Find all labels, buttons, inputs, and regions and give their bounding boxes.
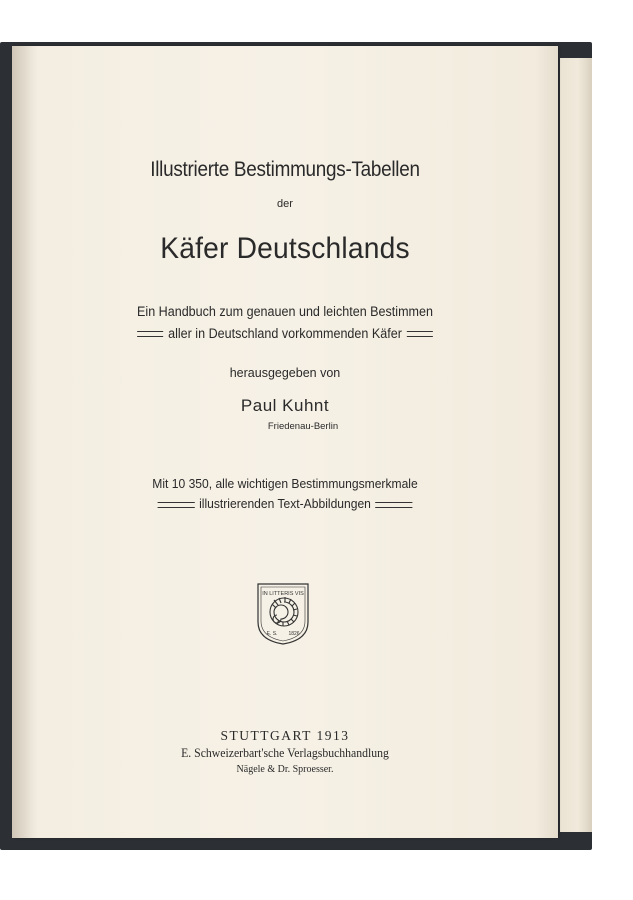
decorative-rule-left	[137, 331, 163, 337]
editor-intro: herausgegeben von	[229, 366, 341, 380]
connector-word: der	[277, 198, 293, 210]
seal-year: 1826	[288, 631, 300, 637]
publisher-name: E. Schweizerbart'sche Verlagsbuchhandlung	[181, 746, 389, 760]
page-edges	[560, 58, 592, 832]
author-name: Paul Kuhnt	[240, 396, 330, 415]
page-gutter-shadow	[12, 46, 38, 838]
imprint-city-year: STUTTGART 1913	[220, 728, 350, 743]
illustrations-line-2-wrapper	[31, 496, 539, 511]
illustrations-line-2: illustrierenden Text-Abbildungen	[199, 496, 371, 511]
decorative-rule-right	[376, 502, 413, 508]
title-page	[12, 46, 558, 838]
subtitle-line-2-wrapper	[31, 326, 539, 341]
publisher-owners: Nägele & Dr. Sproesser.	[236, 764, 334, 775]
series-title: Illustrierte Bestimmungs-Tabellen	[150, 158, 420, 181]
decorative-rule-right	[407, 331, 433, 337]
illustrations-line-1: Mit 10 350, alle wichtigen Bestimmungsmerkmale	[152, 476, 418, 491]
author-location: Friedenau-Berlin	[267, 421, 339, 432]
seal-initials: E. S.	[266, 631, 278, 637]
main-title: Käfer Deutschlands	[160, 232, 410, 265]
decorative-rule-left	[157, 502, 194, 508]
subtitle-line-2: aller in Deutschland vorkommenden Käfer	[168, 326, 402, 341]
ammonite-seal-icon	[250, 578, 316, 646]
seal-motto: IN LITTERIS VIS	[262, 591, 304, 597]
subtitle-line-1: Ein Handbuch zum genauen und leichten Bestimmen	[137, 304, 433, 319]
